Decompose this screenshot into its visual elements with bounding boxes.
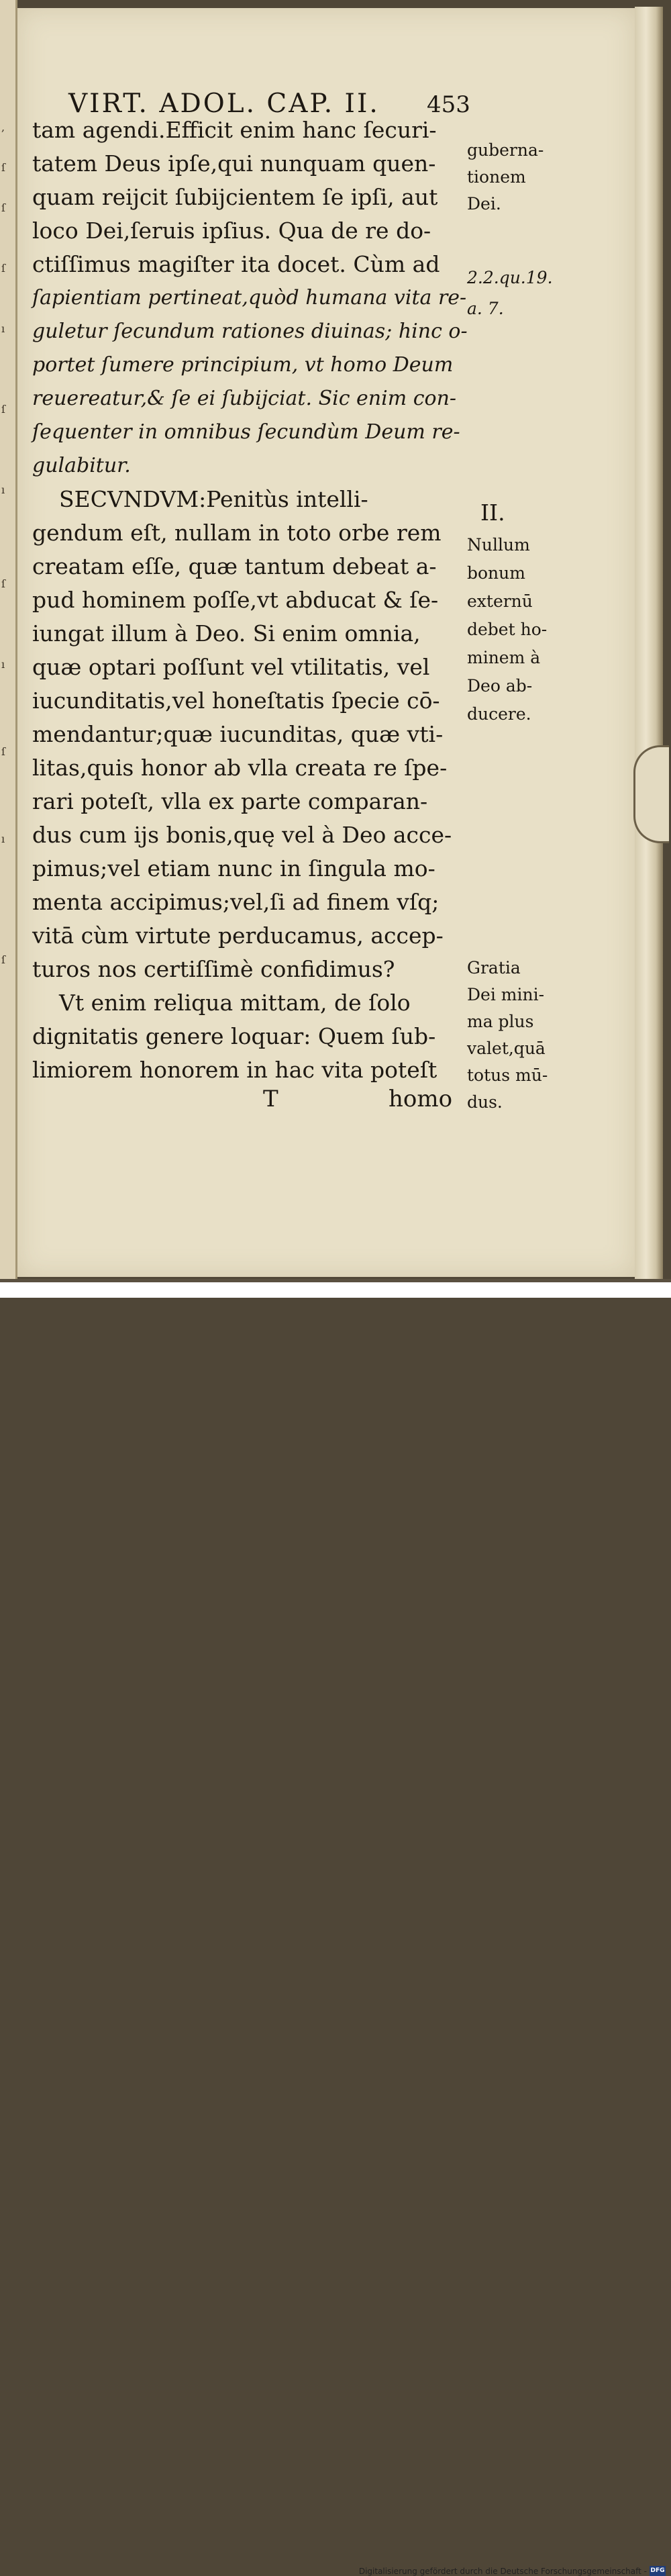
margin-note: Nullum [467, 535, 530, 555]
margin-note: debet ho- [467, 620, 548, 639]
margin-note: externū [467, 591, 533, 611]
margin-note: valet,quā [467, 1039, 546, 1058]
text-line: menta accipimus;vel,ſi ad finem vſq; [32, 889, 440, 915]
adjacent-page-edge [0, 0, 17, 1298]
text-line: litas,quis honor ab vlla creata re ſpe- [32, 755, 448, 781]
text-line: iungat illum à Deo. Si enim omnia, [32, 620, 421, 647]
margin-note: Gratia [467, 958, 521, 977]
margin-note: ma plus [467, 1012, 534, 1031]
text-line: limiorem honorem in hac vita poteſt [32, 1057, 437, 1083]
text-line: turos nos certiſſimè confidimus? [32, 956, 395, 982]
text-line: gendum eſt, nullam in toto orbe rem [32, 520, 442, 546]
funding-credit: Digitalisierung gefördert durch die Deutsche Forschungsgemeinschaft - [358, 2567, 647, 2576]
text-line: dus cum ijs bonis,quę vel à Deo acce- [32, 822, 452, 848]
margin-mark: ſ [1, 745, 5, 758]
book-page [17, 8, 635, 1277]
margin-note: minem à [467, 648, 541, 667]
page-number: 453 [427, 91, 470, 118]
margin-note: Deo ab- [467, 676, 533, 696]
text-line: pud hominem poſſe,vt abducat & ſe- [32, 587, 439, 613]
margin-mark: ı [1, 832, 5, 845]
margin-mark: ſ [1, 577, 5, 590]
credit-bar [0, 1282, 671, 2576]
margin-note: Dei. [467, 194, 501, 213]
margin-mark: ı [1, 322, 5, 335]
margin-note: tionem [467, 167, 526, 187]
margin-note: Dei mini- [467, 985, 545, 1004]
margin-mark: ſ [1, 201, 5, 214]
margin-mark: ı [1, 658, 5, 671]
text-line-quote: ſapientiam pertineat,quòd humana vita re- [32, 286, 467, 309]
dfg-logo: DFG [650, 2566, 666, 2576]
text-line: tam agendi.Efficit enim hanc ſecuri- [32, 117, 437, 143]
margin-mark: , [1, 121, 5, 134]
text-line-quote: ſequenter in omnibus ſecundùm Deum re- [32, 420, 460, 444]
text-line-quote: reuereatur,& ſe ei ſubijciat. Sic enim con- [32, 387, 457, 410]
text-line: quæ optari poſſunt vel vtilitatis, vel [32, 654, 430, 680]
margin-citation: 2.2.qu.19. [467, 268, 553, 287]
text-line: quam reijcit ſubijcientem ſe ipſi, aut [32, 184, 438, 210]
signature-mark: T [263, 1086, 278, 1112]
margin-note: bonum [467, 563, 525, 583]
margin-mark: ſ [1, 262, 5, 275]
text-line: pimus;vel etiam nunc in ſingula mo- [32, 855, 435, 881]
text-line: creatam eſſe, quæ tantum debeat a- [32, 553, 437, 579]
text-line: loco Dei,ſeruis ipſius. Qua de re do- [32, 218, 431, 244]
margin-section-number: II. [480, 499, 505, 526]
text-line-quote: portet ſumere principium, vt homo Deum [32, 353, 454, 377]
margin-citation: a. 7. [467, 299, 504, 318]
margin-note: guberna- [467, 140, 544, 160]
text-line: mendantur;quæ iucunditas, quæ vti- [32, 721, 444, 747]
margin-note: ducere. [467, 704, 531, 724]
text-line: rari poteſt, vlla ex parte comparan- [32, 788, 428, 814]
page-block-edge [635, 7, 663, 1279]
text-line: dignitatis genere loquar: Quem ſub- [32, 1023, 436, 1049]
margin-mark: ſ [1, 403, 5, 416]
text-line: iucunditatis,vel honeſtatis ſpecie cō- [32, 687, 440, 714]
book-clasp [633, 745, 669, 843]
text-line: vitā cùm virtute perducamus, accep- [32, 922, 444, 949]
margin-note: dus. [467, 1092, 503, 1112]
text-line: tatem Deus ipſe,qui nunquam quen- [32, 150, 436, 177]
text-line: Vt enim reliqua mittam, de ſolo [59, 990, 411, 1016]
text-line-quote: guletur ſecundum rationes diuinas; hinc o- [32, 320, 468, 343]
catchword: homo [389, 1086, 453, 1112]
text-line-quote: gulabitur. [32, 454, 131, 477]
text-line: ctiſſimus magiſter ita docet. Cùm ad [32, 251, 440, 277]
running-head: VIRT. ADOL. CAP. II. [68, 89, 380, 119]
text-line: SECVNDVM:Penitùs intelli- [59, 486, 368, 512]
margin-mark: ſ [1, 161, 5, 174]
margin-note: totus mū- [467, 1065, 548, 1085]
margin-mark: ſ [1, 953, 5, 966]
margin-mark: ı [1, 483, 5, 496]
